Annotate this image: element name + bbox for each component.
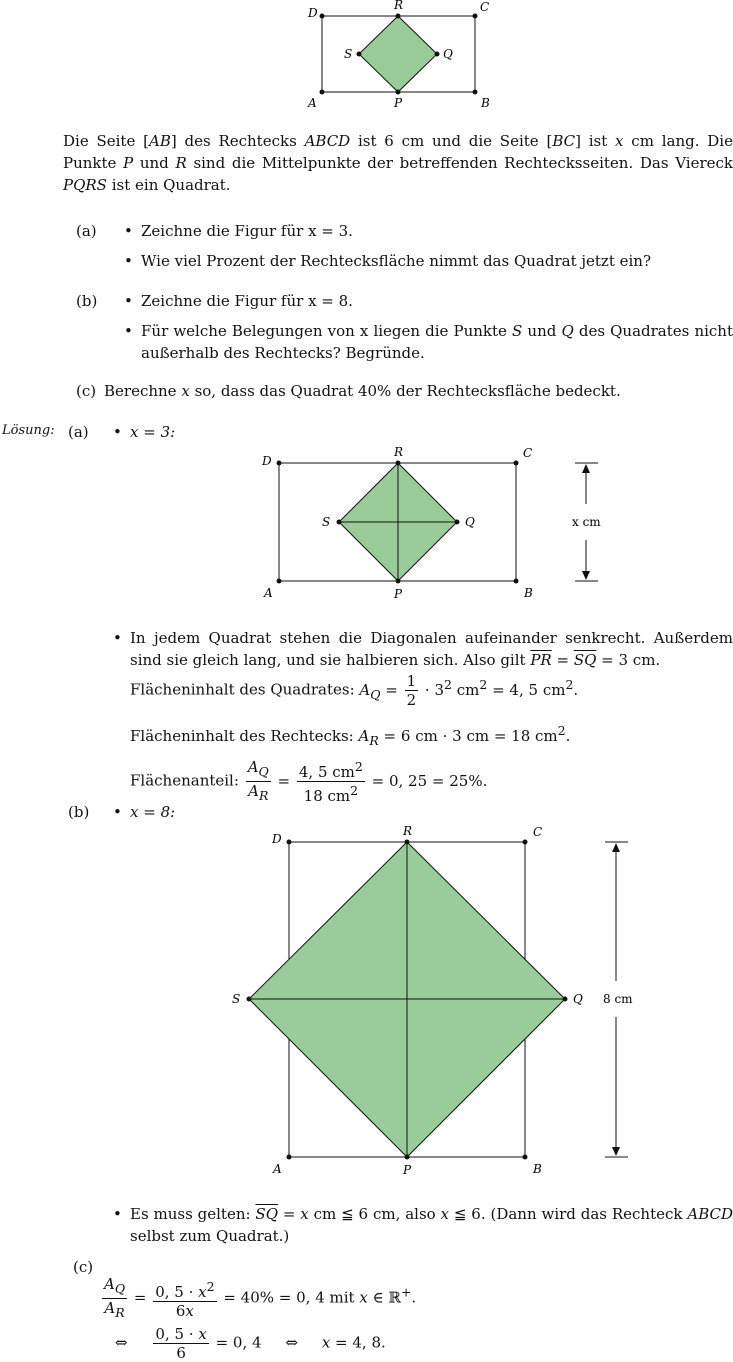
solution-b-label: (b) [68,803,90,821]
area-square-formula: $A_Q$ = $\frac{1}{2}$ · $3^2$ $cm^2 = 4$, 5 $cm^2$. [359,672,579,709]
area-rect-label: Flächeninhalt des Rechtecks: [130,727,354,745]
solution-a-area-rect [130,720,570,752]
svg-text:C: C [523,446,533,460]
figure-b [225,815,645,1180]
solution-b-condition: • Es muss gelten: $\overline{SQ} = x$ cm ≦ 6 cm, also x ≦ 6. (Dann wird das Rechteck ABCD selbst zum Quadrat.) [130,1203,733,1247]
solution-a-ratio [130,758,487,805]
label-p: P [394,96,403,110]
solution-heading: Lösung: [2,423,55,438]
area-square-label: Flächeninhalt des Quadrates: [130,680,355,699]
svg-text:Q: Q [465,515,475,529]
label-b: B [481,96,490,110]
label-a: A [308,96,317,110]
square-pqrs [359,16,437,92]
svg-text:A: A [273,1162,282,1176]
dim-label-b: 8 cm [603,992,633,1006]
svg-text:D: D [262,454,272,468]
svg-text:B: B [533,1162,542,1176]
solution-a-area-square [130,672,578,709]
task-c-label: (c) [76,382,97,400]
svg-text:B: B [524,586,533,600]
svg-text:S: S [322,515,331,529]
solution-b-case: • x = 8: [130,801,175,823]
solution-a-explain: • In jedem Quadrat stehen die Diagonalen aufeinander senkrecht. Außerdem sind sie gleich lang, und sie halbieren sich. Also gilt $\overline{PR} = \overline{SQ} = 3$ cm. [130,627,733,671]
svg-text:C: C [533,825,543,839]
dim-label-a: x cm [572,515,601,529]
task-b-item-1: • Zeichne die Figur für x = 8. [141,290,353,312]
solution-c-eq1: $\frac{A_Q}{A_R}$ = $\frac{0, 5 \cdot x^2}{6x}$ = 40% = 0, 4 mit x ∈ ℝ+. [104,1275,417,1320]
task-a-label: (a) [76,222,97,240]
task-c-text: Berechne x so, dass das Quadrat 40% der Rechtecksfläche bedeckt. [104,382,621,400]
ratio-label: Flächenanteil: [130,771,239,790]
svg-text:R: R [394,445,404,459]
svg-text:P: P [394,587,403,601]
svg-text:P: P [403,1163,412,1177]
figure-top-svg [300,0,500,115]
solution-a-label: (a) [68,423,89,441]
task-b-item-2: • Für welche Belegungen von x liegen die Punkte S und Q des Quadrates nicht außerhalb des Rechtecks? Begründe. [141,320,733,364]
intro-text: Die Seite [AB] des Rechtecks ABCD ist 6 cm und die Seite [BC] ist x cm lang. Die Punkte P und R sind die Mittelpunkte der betreffenden Rechtecksseiten. Das Viereck PQRS ist ein Quadrat. [63,132,733,194]
task-b-label: (b) [76,292,98,310]
figure-a-svg [250,440,610,605]
svg-text:A: A [264,586,273,600]
solution-a-case: • x = 3: [130,421,175,443]
label-c: C [480,0,490,14]
solution-c-label: (c) [73,1258,94,1276]
svg-text:R: R [403,824,413,838]
label-s: S [344,47,353,61]
svg-text:Q: Q [573,992,583,1006]
figure-top [300,0,500,115]
figure-a [250,440,610,605]
task-a-item-2: • Wie viel Prozent der Rechtecksfläche nimmt das Quadrat jetzt ein? [141,250,651,272]
label-r: R [394,0,404,12]
area-rect-formula: $A_R = 6$ cm · 3 cm = 18 $cm^2$. [358,723,571,748]
figure-b-svg [225,815,645,1180]
svg-text:S: S [232,992,241,1006]
task-a-item-1: • Zeichne die Figur für x = 3. [141,220,353,242]
label-d: D [308,6,318,20]
solution-c-eq2: ⇔ $\frac{0, 5 \cdot x}{6}$ = 0, 4 ⇔ x = 4, 8. [115,1325,386,1362]
ratio-formula: $\frac{A_Q}{A_R}$ = $\frac{4, 5 cm^2}{18 cm^2}$ = 0, 25 = 25%. [247,758,488,805]
svg-text:D: D [272,832,282,846]
label-q: Q [443,47,453,61]
